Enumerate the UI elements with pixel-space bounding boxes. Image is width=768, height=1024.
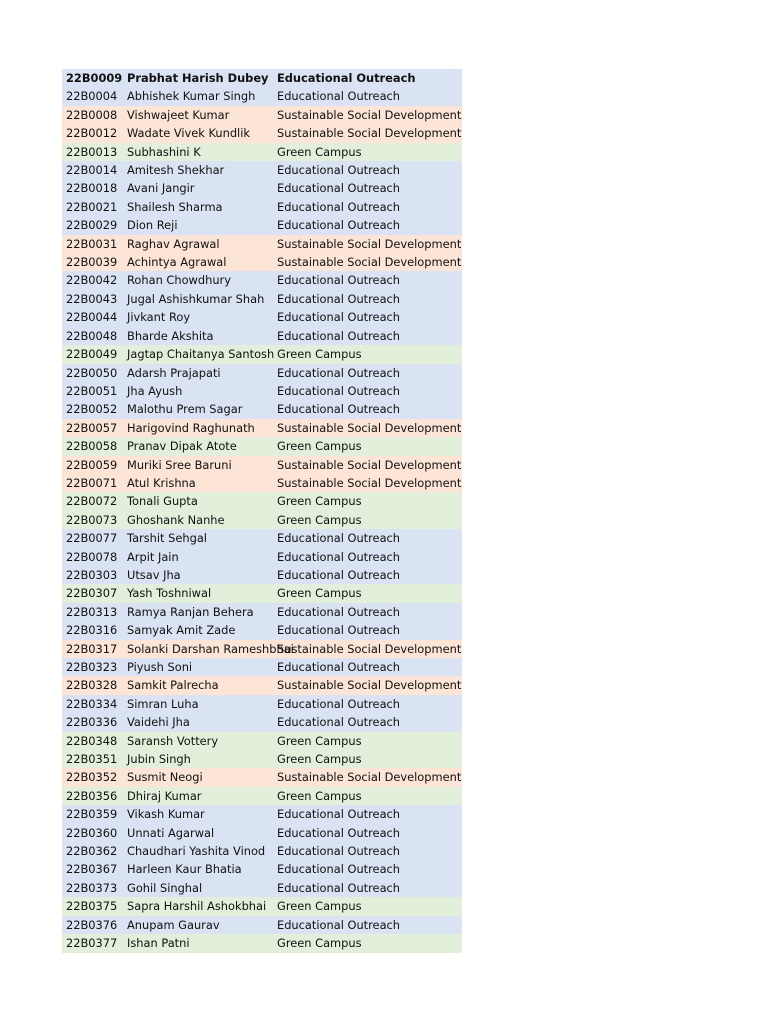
team-cell: Green Campus [277,752,362,767]
name-cell: Piyush Soni [127,660,193,674]
table-row [62,382,462,400]
team-cell: Educational Outreach [277,844,401,859]
name-cell: Avani Jangir [127,181,195,196]
name-cell: Samyak Amit Zade [127,623,236,638]
id-cell: 22B0039 [66,255,118,270]
name-cell: Jha Ayush [127,383,183,398]
table-row [62,805,462,823]
id-cell: 22B0048 [66,328,118,343]
name-cell: Ramya Ranjan Behera [127,604,254,619]
name-cell: Solanki Darshan Rameshbhai [127,641,294,656]
name-cell: Wadate Vivek Kundlik [127,126,250,141]
id-cell: 22B0072 [66,494,118,509]
table-row [62,879,462,897]
team-cell: Educational Outreach [277,328,401,343]
table-row [62,216,462,234]
team-cell: Educational Outreach [277,163,401,178]
team-cell: Educational Outreach [277,567,401,582]
id-cell: 22B0051 [66,383,118,398]
team-cell: Educational Outreach [277,181,401,196]
team-cell: Sustainable Social Development [277,236,462,251]
id-cell: 22B0356 [66,788,118,803]
team-cell: Educational Outreach [277,880,401,895]
team-cell: Green Campus [277,144,362,159]
id-cell: 22B0351 [66,752,118,767]
name-cell: Unnati Agarwal [127,825,215,840]
id-cell: 22B0012 [66,126,118,141]
name-cell: Vishwajeet Kumar [127,107,230,122]
id-cell: 22B0362 [66,844,118,859]
team-cell: Educational Outreach [277,807,401,822]
table-row [62,492,462,510]
id-cell: 22B0058 [66,439,118,454]
table-row [62,253,462,271]
name-cell: Gohil Singhal [127,880,203,895]
id-cell: 22B0367 [66,862,118,877]
team-cell: Green Campus [277,788,362,803]
team-cell: Educational Outreach [277,623,401,638]
table-row [62,529,462,547]
table-row [62,658,462,676]
table-row [62,474,462,492]
header-id-cell: 22B0009 [66,71,123,85]
id-cell: 22B0328 [66,678,118,693]
table-row [62,768,462,786]
table-row [62,676,462,694]
id-cell: 22B0044 [66,310,118,325]
table-row [62,290,462,308]
table-row [62,143,462,161]
team-cell: Green Campus [277,512,362,527]
table-row [62,584,462,602]
team-cell: Educational Outreach [277,604,401,619]
name-cell: Yash Toshniwal [127,586,212,601]
team-cell: Sustainable Social Development [277,641,462,656]
id-cell: 22B0307 [66,586,118,601]
name-cell: Tonali Gupta [127,494,198,509]
team-cell: Educational Outreach [277,531,401,546]
id-cell: 22B0042 [66,273,118,288]
team-cell: Educational Outreach [277,660,401,674]
id-cell: 22B0336 [66,715,118,730]
table-row [62,695,462,713]
name-cell: Shailesh Sharma [127,199,223,214]
id-cell: 22B0057 [66,420,118,435]
table-row [62,400,462,418]
id-cell: 22B0077 [66,531,118,546]
name-cell: Jubin Singh [127,752,191,767]
team-cell: Sustainable Social Development [277,107,462,122]
team-cell: Educational Outreach [277,291,401,306]
id-cell: 22B0316 [66,623,118,638]
team-cell: Green Campus [277,494,362,509]
id-cell: 22B0375 [66,899,118,914]
name-cell: Jivkant Roy [127,310,191,325]
spreadsheet-body [62,69,462,953]
table-row [62,897,462,915]
table-row [62,87,462,105]
table-row [62,235,462,253]
table-row [62,419,462,437]
id-cell: 22B0049 [66,347,118,362]
table-row [62,824,462,842]
team-cell: Sustainable Social Development [277,770,462,785]
name-cell: Susmit Neogi [127,770,203,785]
id-cell: 22B0043 [66,291,118,306]
name-cell: Chaudhari Yashita Vinod [127,844,266,859]
team-cell: Sustainable Social Development [277,420,462,435]
team-cell: Green Campus [277,936,362,951]
table-row [62,179,462,197]
name-cell: Pranav Dipak Atote [127,439,237,454]
team-cell: Educational Outreach [277,549,401,564]
id-cell: 22B0078 [66,549,118,564]
table-row [62,916,462,934]
name-cell: Atul Krishna [127,475,196,490]
spreadsheet-table [62,69,462,953]
team-cell: Educational Outreach [277,825,401,840]
table-row [62,345,462,363]
id-cell: 22B0376 [66,917,118,932]
table-row [62,106,462,124]
id-cell: 22B0323 [66,660,118,674]
team-cell: Sustainable Social Development [277,457,462,472]
name-cell: Anupam Gaurav [127,917,220,932]
team-cell: Educational Outreach [277,310,401,325]
id-cell: 22B0377 [66,936,118,951]
name-cell: Vaidehi Jha [127,715,190,730]
id-cell: 22B0018 [66,181,118,196]
table-row [62,640,462,658]
name-cell: Simran Luha [127,696,199,711]
id-cell: 22B0021 [66,199,118,214]
id-cell: 22B0352 [66,770,118,785]
id-cell: 22B0014 [66,163,118,178]
team-cell: Educational Outreach [277,365,401,380]
table-row [62,934,462,952]
team-cell: Educational Outreach [277,715,401,730]
name-cell: Rohan Chowdhury [127,273,231,288]
team-cell: Educational Outreach [277,862,401,877]
id-cell: 22B0373 [66,880,118,895]
id-cell: 22B0360 [66,825,118,840]
header-team-cell: Educational Outreach [277,71,416,85]
table-row [62,566,462,584]
table-row [62,787,462,805]
table-row [62,271,462,289]
team-cell: Educational Outreach [277,917,401,932]
table-row [62,161,462,179]
name-cell: Jugal Ashishkumar Shah [127,291,265,306]
name-cell: Raghav Agrawal [127,236,220,251]
name-cell: Samkit Palrecha [127,678,219,693]
table-row [62,732,462,750]
id-cell: 22B0348 [66,733,118,748]
id-cell: 22B0303 [66,567,118,582]
team-cell: Sustainable Social Development [277,255,462,270]
id-cell: 22B0013 [66,144,118,159]
team-cell: Sustainable Social Development [277,475,462,490]
id-cell: 22B0313 [66,604,118,619]
name-cell: Bharde Akshita [127,328,214,343]
name-cell: Ishan Patni [127,936,190,951]
name-cell: Ghoshank Nanhe [127,512,225,527]
team-cell: Green Campus [277,439,362,454]
id-cell: 22B0004 [66,89,118,104]
name-cell: Sapra Harshil Ashokbhai [127,899,267,914]
name-cell: Harleen Kaur Bhatia [127,862,242,877]
id-cell: 22B0071 [66,475,118,490]
id-cell: 22B0359 [66,807,118,822]
name-cell: Achintya Agrawal [127,255,227,270]
name-cell: Muriki Sree Baruni [127,457,232,472]
table-row [62,621,462,639]
id-cell: 22B0334 [66,696,118,711]
team-cell: Sustainable Social Development [277,678,462,693]
team-cell: Educational Outreach [277,199,401,214]
id-cell: 22B0059 [66,457,118,472]
table-row [62,364,462,382]
name-cell: Adarsh Prajapati [127,365,221,380]
id-cell: 22B0008 [66,107,118,122]
team-cell: Educational Outreach [277,402,401,417]
team-cell: Educational Outreach [277,696,401,711]
name-cell: Saransh Vottery [127,733,219,748]
name-cell: Abhishek Kumar Singh [127,89,256,104]
name-cell: Tarshit Sehgal [127,531,207,546]
table-row [62,750,462,768]
team-cell: Educational Outreach [277,89,401,104]
name-cell: Amitesh Shekhar [127,163,225,178]
header-row [62,69,462,87]
name-cell: Vikash Kumar [127,807,205,822]
table-row [62,842,462,860]
table-row [62,124,462,142]
team-cell: Green Campus [277,899,362,914]
name-cell: Dion Reji [127,218,178,233]
table-row [62,713,462,731]
table-row [62,308,462,326]
team-cell: Green Campus [277,586,362,601]
team-cell: Sustainable Social Development [277,126,462,141]
header-name-cell: Prabhat Harish Dubey [127,71,269,85]
name-cell: Arpit Jain [127,549,179,564]
team-cell: Educational Outreach [277,273,401,288]
id-cell: 22B0031 [66,236,118,251]
team-cell: Green Campus [277,347,362,362]
table-row [62,511,462,529]
table-row [62,456,462,474]
id-cell: 22B0050 [66,365,118,380]
name-cell: Malothu Prem Sagar [127,402,243,417]
table-row [62,327,462,345]
team-cell: Educational Outreach [277,383,401,398]
id-cell: 22B0073 [66,512,118,527]
id-cell: 22B0029 [66,218,118,233]
table-row [62,548,462,566]
table-row [62,198,462,216]
id-cell: 22B0052 [66,402,118,417]
team-cell: Educational Outreach [277,218,401,233]
name-cell: Jagtap Chaitanya Santosh [127,347,275,362]
table-row [62,437,462,455]
id-cell: 22B0317 [66,641,118,656]
team-cell: Green Campus [277,733,362,748]
table-row [62,603,462,621]
name-cell: Dhiraj Kumar [127,788,202,803]
table-row [62,860,462,878]
name-cell: Utsav Jha [127,567,181,582]
name-cell: Harigovind Raghunath [127,420,255,435]
name-cell: Subhashini K [127,144,201,159]
